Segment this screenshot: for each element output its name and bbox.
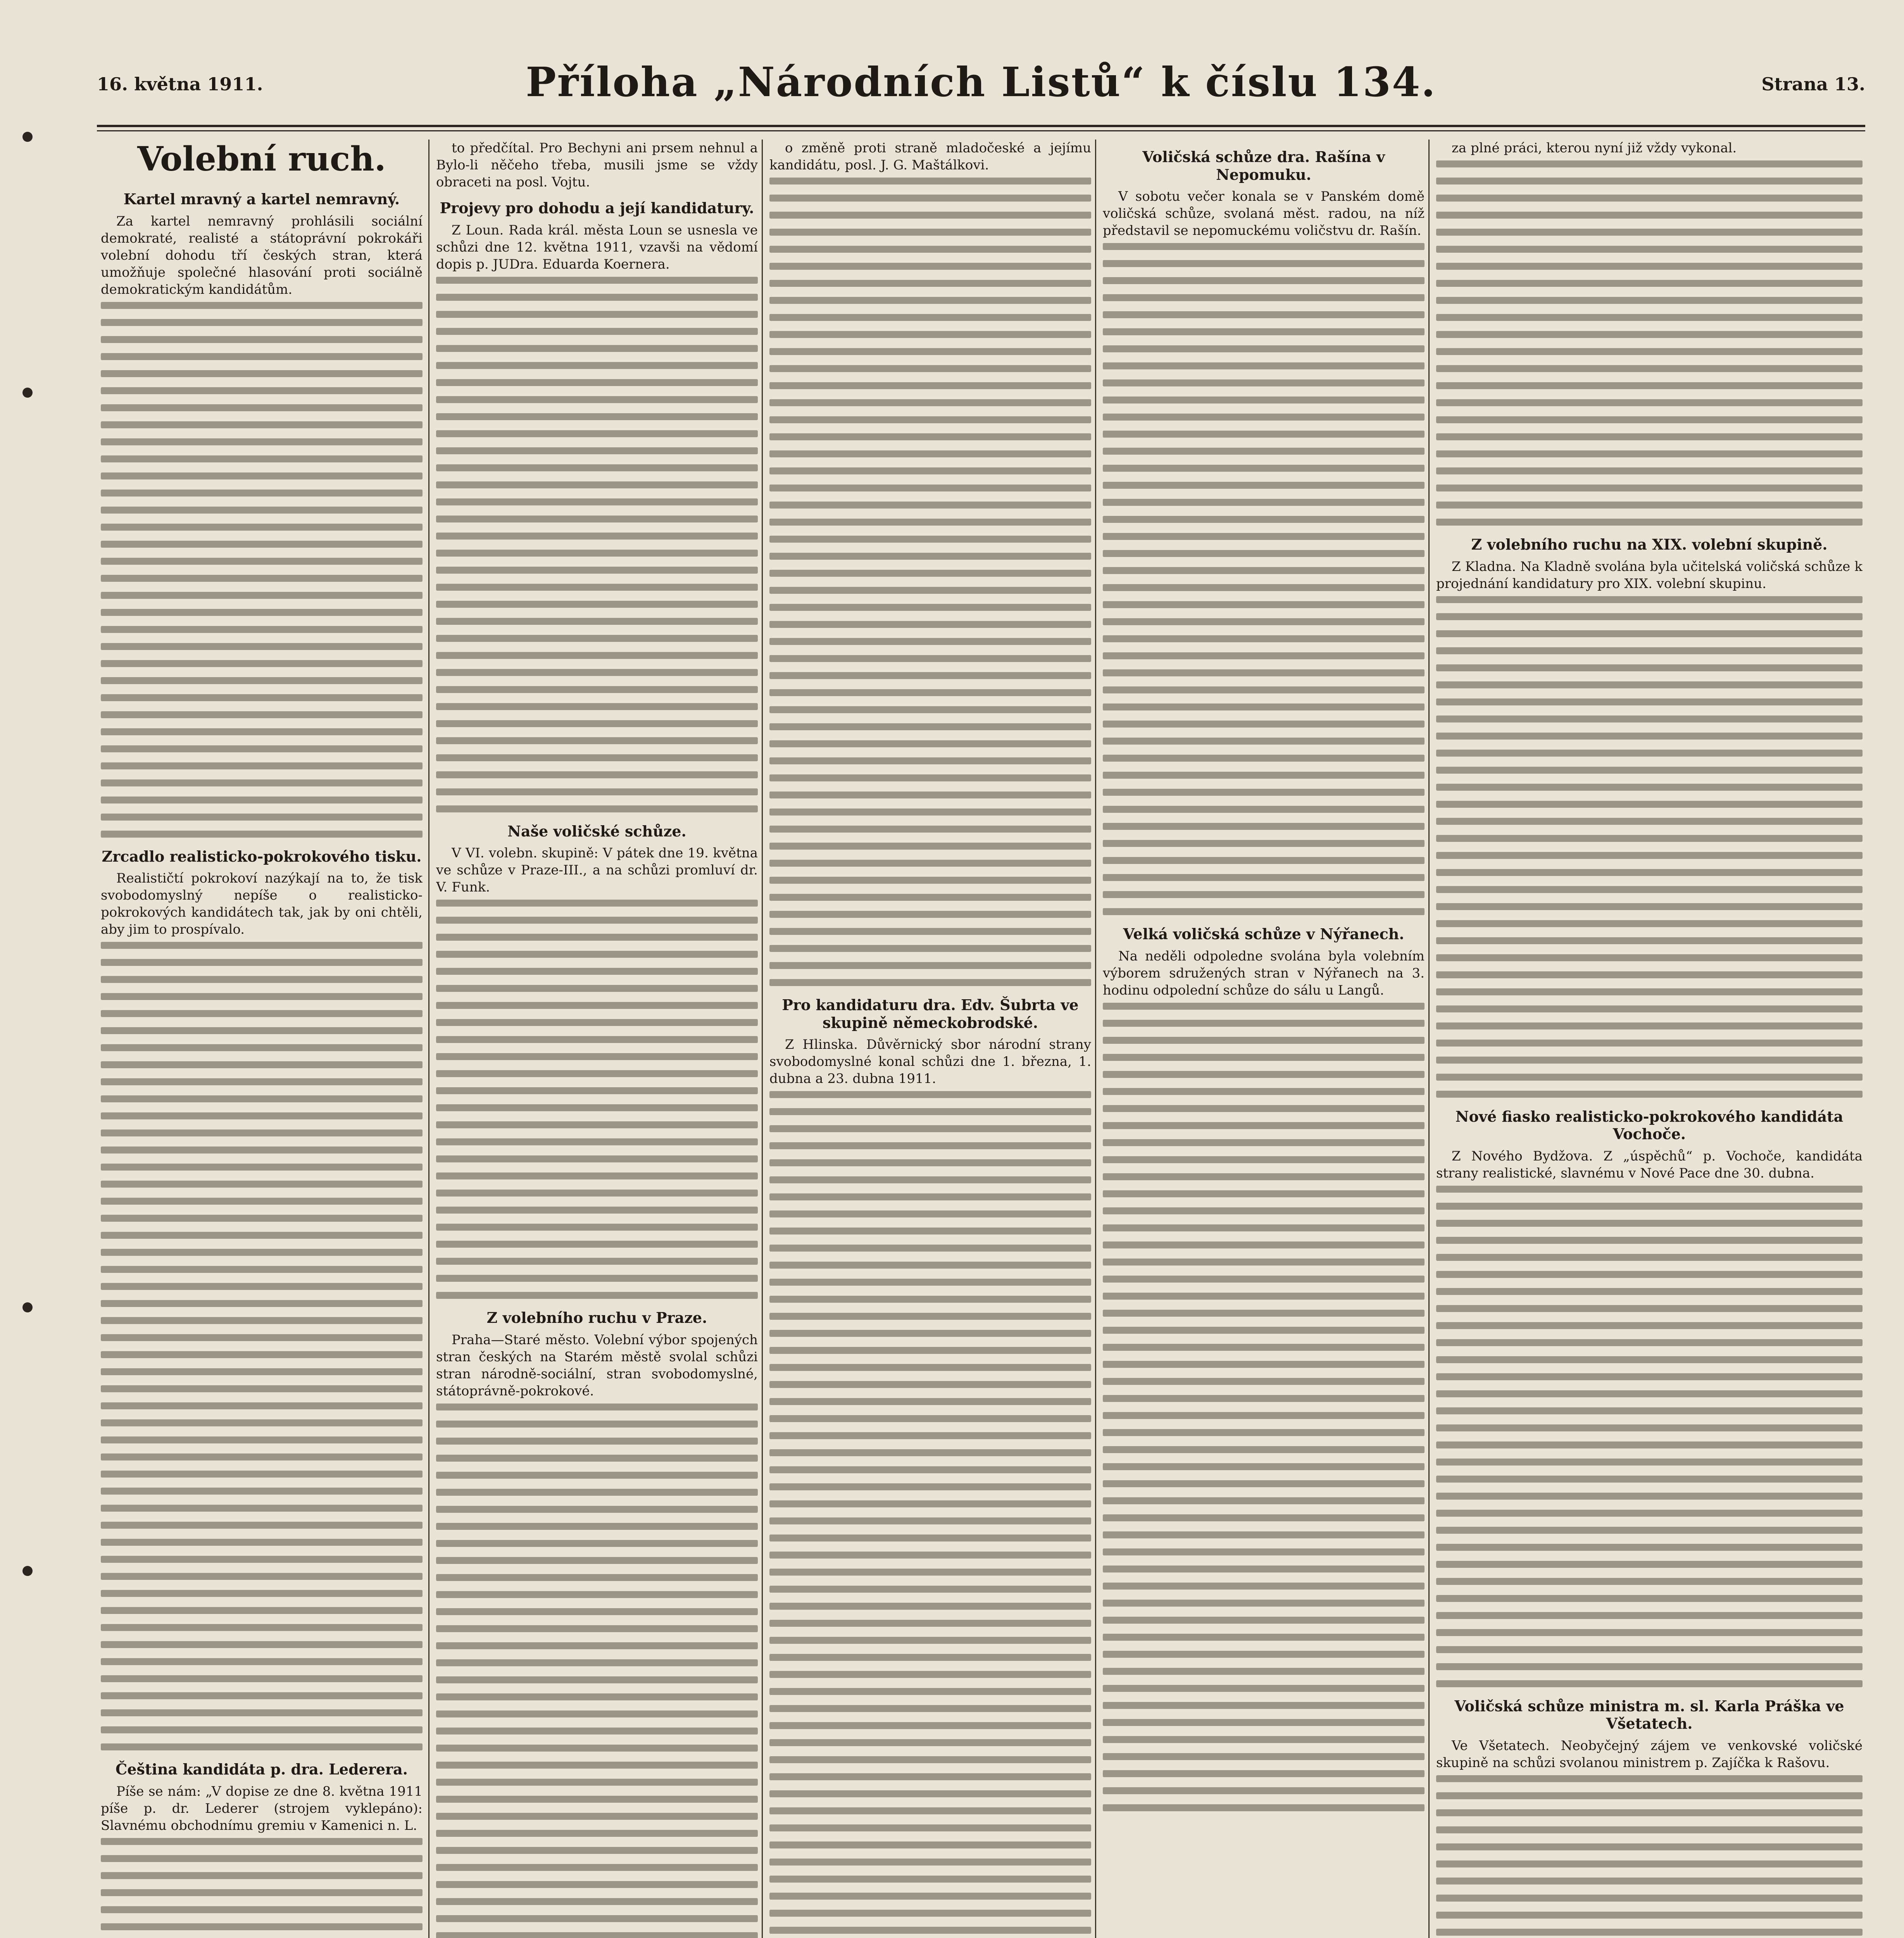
article-body: to předčítal. Pro Bechyni ani prsem nehnul a Bylo-li něčeho třeba, musili jsme se vždy obraceti na posl. Vojtu.: [436, 140, 758, 190]
article-heading: Velká voličská schůze v Nýřanech.: [1123, 925, 1404, 943]
article-heading: Z volebního ruchu v Praze.: [486, 1309, 707, 1327]
article-body: Na neděli odpoledne svolána byla volebním výborem sdružených stran v Nýřanech na 3. hodinu odpolední schůze do sálu u Langů.: [1103, 948, 1425, 998]
article-text-block: [1103, 1003, 1425, 1811]
column-4: [1103, 140, 1425, 1938]
article-body: Za kartel nemravný prohlásili sociální demokraté, realisté a státoprávní pokrokáři volební dohodu tří českých stran, která umožňuje společné hlasování proti sociálně demokratickým kandidátům.: [101, 213, 423, 297]
article-text-block: [101, 1838, 423, 1938]
issue-date: 16. května 1911.: [97, 74, 263, 95]
article-body: Praha—Staré město. Volební výbor spojených stran českých na Starém městě svolal schůzi stran národně-sociální, stran svobodomyslné, státoprávně-pokrokové.: [436, 1332, 758, 1399]
article-text-block: [1436, 160, 1863, 526]
column-2: [436, 140, 758, 1938]
article-text-block: [436, 277, 758, 812]
article-body: Píše se nám: „V dopise ze dne 8. května 1911 píše p. dr. Lederer (strojem vyklepáno): Slavnému obchodnímu gremiu v Kamenici n. L.: [101, 1783, 423, 1833]
binder-hole: [22, 132, 33, 142]
column-divider: [1095, 140, 1096, 1938]
article-text-block: [769, 178, 1091, 986]
article-text-block: [101, 302, 423, 838]
article-body: za plné práci, kterou nyní již vždy vykonal.: [1452, 140, 1737, 156]
page-number: Strana 13.: [1761, 74, 1865, 95]
article-body: o změně proti straně mladočeské a jejímu kandidátu, posl. J. G. Maštálkovi.: [769, 140, 1091, 173]
article-body: Z Loun. Rada král. města Loun se usnesla ve schůzi dne 12. května 1911, vzavši na vědomí dopis p. JUDra. Eduarda Koernera.: [436, 222, 758, 272]
article-body: Ve Všetatech. Neobyčejný zájem ve venkovské voličské skupině na schůzi svolanou ministrem p. Zajíčka k Rašovu.: [1436, 1738, 1863, 1771]
article-text-block: [436, 1403, 758, 1938]
article-text-block: [101, 942, 423, 1750]
article-heading: Projevy pro dohodu a její kandidatury.: [440, 199, 754, 217]
article-heading: Zrcadlo realisticko-pokrokového tisku.: [102, 847, 422, 865]
article-heading: Kartel mravný a kartel nemravný.: [123, 190, 400, 208]
article-heading: Voličská schůze ministra m. sl. Karla Práška ve Všetatech.: [1454, 1697, 1844, 1733]
binder-hole: [22, 1302, 33, 1312]
binder-holes: [16, 0, 39, 1938]
article-body: Z Nového Bydžova. Z „úspěchů“ p. Vochoče, kandidáta strany realistické, slavnému v Nové Pace dne 30. dubna.: [1436, 1148, 1863, 1181]
binder-hole: [22, 1566, 33, 1576]
page-header: [97, 58, 1865, 120]
article-heading: Naše voličské schůze.: [507, 822, 686, 840]
header-rule-thin: [97, 130, 1865, 131]
article-heading: Z volebního ruchu na XIX. volební skupině.: [1471, 536, 1828, 553]
column-divider: [428, 140, 429, 1938]
section-title: Volební ruch.: [137, 140, 386, 179]
article-heading: Čeština kandidáta p. dra. Lederera.: [116, 1760, 408, 1778]
article-heading: Nové fiasko realisticko-pokrokového kandidáta Vochoče.: [1455, 1107, 1844, 1143]
article-text-block: [769, 1091, 1091, 1938]
article-body: V VI. volebn. skupině: V pátek dne 19. května ve schůze v Praze-III., a na schůzi promluví dr. V. Funk.: [436, 845, 758, 895]
column-divider: [1428, 140, 1430, 1938]
article-body: Z Kladna. Na Kladně svolána byla učitelská voličská schůze k projednání kandidatury pro XIX. volební skupinu.: [1436, 559, 1863, 591]
article-text-block: [1103, 243, 1425, 915]
article-text-block: [1436, 1186, 1863, 1687]
column-1: [101, 140, 423, 1938]
article-body: Z Hlinska. Důvěrnický sbor národní strany svobodomyslné konal schůzi dne 1. března, 1. dubna a 23. dubna 1911.: [769, 1037, 1091, 1087]
supplement-title: Příloha „Národních Listů“ k číslu 134.: [526, 58, 1437, 106]
article-text-block: [436, 900, 758, 1299]
column-5: [1436, 140, 1863, 1938]
article-text-block: [1436, 1775, 1863, 1938]
column-divider: [762, 140, 763, 1938]
column-3: [769, 140, 1091, 1938]
header-rule: [97, 125, 1865, 127]
article-body: Realističtí pokrokoví nazýkají na to, že tisk svobodomyslný nepíše o realisticko-pokrokových kandidátech tak, jak by oni chtěli, aby jim to prospívalo.: [101, 871, 423, 938]
article-body: V sobotu večer konala se v Panském domě voličská schůze, svolaná měst. radou, na níž představil se nepomuckému voličstvu dr. Rašín.: [1103, 189, 1425, 239]
article-heading: Pro kandidaturu dra. Edv. Šubrta ve skupině německobrodské.: [782, 996, 1079, 1031]
article-text-block: [1436, 596, 1863, 1098]
article-heading: Voličská schůze dra. Rašína v Nepomuku.: [1142, 148, 1385, 183]
binder-hole: [22, 388, 33, 398]
